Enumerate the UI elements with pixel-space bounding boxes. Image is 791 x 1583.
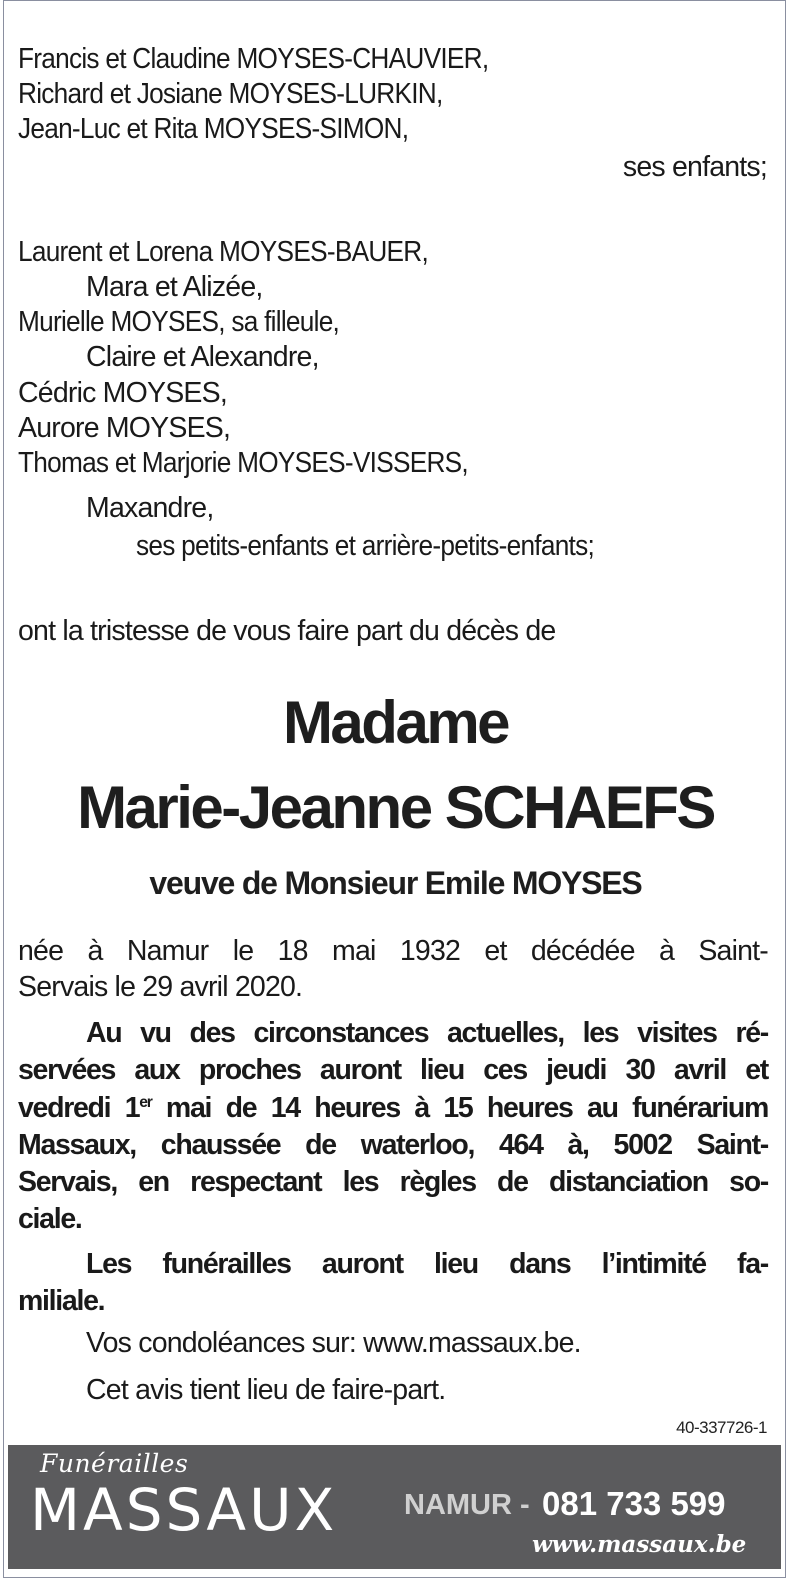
birth-death-line-1: née à Namur le 18 mai 1932 et décédée à Saint- [18,935,768,967]
children-label: ses enfants; [622,151,767,183]
banner-script-text: Funérailles [40,1449,189,1478]
deceased-name: Marie-Jeanne SCHAEFS [77,774,714,841]
visits-line-3-b: mai de 14 heures à 15 heures au funérarium [151,1092,768,1124]
banner-phone: 081 733 599 [542,1485,726,1522]
grandchild-line-4: Claire et Alexandre, [86,341,319,373]
visits-line-2: servées aux proches auront lieu ces jeudi 30 avril et [18,1054,768,1086]
reference-number: 40-337726-1 [676,1418,767,1437]
funeral-line-1: Les funérailles auront lieu dans l’intimité fa- [86,1248,768,1280]
announcement: ont la tristesse de vous faire part du décès de [18,615,556,647]
visits-line-5: Servais, en respectant les règles de distanciation so- [18,1166,768,1198]
deceased-salutation: Madame [282,689,509,756]
grandchild-line-7: Thomas et Marjorie MOYSES-VISSERS, [18,447,468,479]
birth-death-line-2: Servais le 29 avril 2020. [18,971,303,1003]
widow-of: veuve de Monsieur Emile MOYSES [149,865,642,901]
visits-line-6: ciale. [18,1203,82,1235]
grandchild-line-1: Laurent et Lorena MOYSES-BAUER, [18,236,429,268]
ordinal-sup: er [139,1093,152,1111]
banner-website: www.massaux.be [532,1531,747,1558]
child-line-2: Richard et Josiane MOYSES-LURKIN, [18,78,443,110]
grandchild-line-3: Murielle MOYSES, sa filleule, [18,306,340,338]
grandchild-line-6: Aurore MOYSES, [18,412,231,444]
grandchild-line-2: Mara et Alizée, [86,271,263,303]
grandchild-line-8: Maxandre, [86,492,214,524]
grandchild-line-5: Cédric MOYSES, [18,377,227,409]
child-line-1: Francis et Claudine MOYSES-CHAUVIER, [18,43,489,75]
funeral-home-banner [8,1445,781,1569]
visits-line-3-a: vedredi 1 [18,1092,140,1124]
visits-line-3 [18,1094,768,1123]
child-line-3: Jean-Luc et Rita MOYSES-SIMON, [18,113,409,145]
banner-company-name: MASSAUX [30,1476,338,1544]
notice-statement: Cet avis tient lieu de faire-part. [86,1374,446,1406]
funeral-line-2: miliale. [18,1285,105,1317]
visits-line-1: Au vu des circonstances actuelles, les visites ré- [86,1017,768,1049]
banner-city: NAMUR - [404,1489,530,1521]
grandchildren-label: ses petits-enfants et arrière-petits-enfants; [136,530,595,562]
visits-line-4: Massaux, chaussée de waterloo, 464 à, 5002 Saint- [18,1129,768,1161]
condolences: Vos condoléances sur: www.massaux.be. [86,1327,581,1359]
